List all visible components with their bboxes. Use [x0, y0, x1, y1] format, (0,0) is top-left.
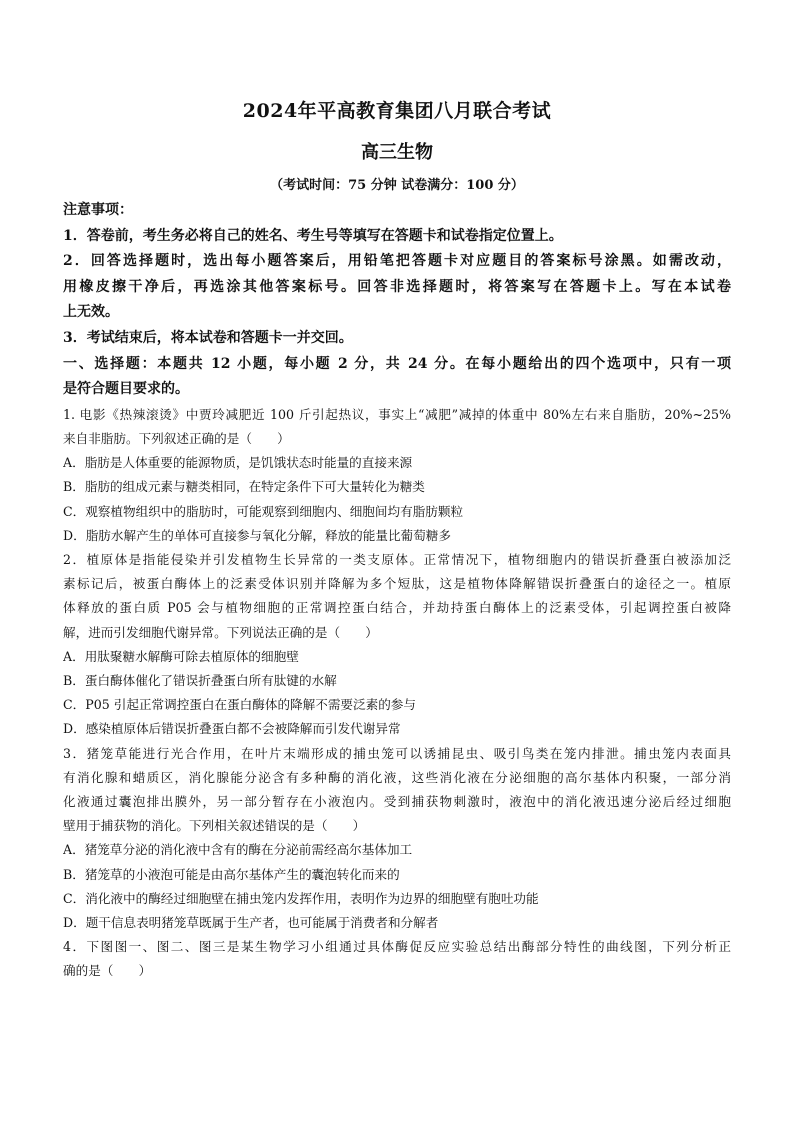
- notice-line: 3．考试结束后，将本试卷和答题卡一并交回。: [63, 329, 353, 346]
- section-line: 是符合题目要求的。: [63, 381, 189, 398]
- section-heading: [63, 352, 731, 403]
- question-stem-line: 4．下图图一、图二、图三是某生物学习小组通过具体酶促反应实验总结出酶部分特性的曲线图，下列分析正: [63, 939, 731, 955]
- question-stem-line: 解，进而引发细胞代谢异常。下列说法正确的是（ ）: [63, 624, 378, 640]
- notice-heading: 注意事项：: [63, 202, 133, 218]
- option-b: B．猪笼草的小液泡可能是由高尔基体产生的囊泡转化而来的: [63, 866, 400, 882]
- question-1: [63, 403, 731, 548]
- option-c: C．消化液中的酶经过细胞壁在捕虫笼内发挥作用，表明作为边界的细胞壁有胞吐功能: [63, 890, 539, 906]
- notice-line: 用橡皮擦干净后，再选涂其他答案标号。回答非选择题时，将答案写在答题卡上。写在本试卷: [63, 278, 731, 295]
- exam-info: （考试时间：75 分钟 试卷满分：100 分）: [270, 178, 524, 193]
- section-line: 一、选择题：本题共 12 小题，每小题 2 分，共 24 分。在每小题给出的四个选项中，只有一项: [63, 355, 731, 372]
- question-stem-line: 来自非脂肪。下列叙述正确的是（ ）: [63, 430, 290, 446]
- notice-line: 1．答卷前，考生务必将自己的姓名、考生号等填写在答题卡和试卷指定位置上。: [63, 227, 563, 244]
- question-stem-line: 体释放的蛋白质 P05 会与植物细胞的正常调控蛋白结合，并劫持蛋白酶体上的泛素受体，引起调控蛋白被降: [63, 600, 731, 616]
- option-c: C．观察植物组织中的脂肪时，可能观察到细胞内、细胞间均有脂肪颗粒: [63, 503, 464, 519]
- option-d: D．题干信息表明猪笼草既属于生产者，也可能属于消费者和分解者: [63, 915, 439, 931]
- notice-block: [63, 198, 731, 352]
- exam-subject: 高三生物: [361, 142, 433, 163]
- option-a: A．用肽聚糖水解酶可除去植原体的细胞壁: [63, 648, 299, 664]
- option-b: B．蛋白酶体催化了错误折叠蛋白所有肽键的水解: [63, 672, 337, 688]
- question-stem-line: 有消化腺和蜡质区，消化腺能分泌含有多种酶的消化液，这些消化液在分泌细胞的高尔基体内积聚，一部分消: [63, 769, 731, 785]
- question-stem-line: 素标记后，被蛋白酶体上的泛素受体识别并降解为多个短肽，这是植物体降解错误折叠蛋白的途径之一。植原: [63, 576, 731, 592]
- exam-content: [63, 198, 731, 984]
- option-c: C．P05 引起正常调控蛋白在蛋白酶体的降解不需要泛素的参与: [63, 697, 416, 713]
- question-stem-line: 3．猪笼草能进行光合作用，在叶片末端形成的捕虫笼可以诱捕昆虫、吸引鸟类在笼内排泄。捕虫笼内表面具: [63, 745, 731, 761]
- notice-line: 上无效。: [63, 304, 119, 321]
- question-2: [63, 548, 731, 742]
- option-a: A．脂肪是人体重要的能源物质，是饥饿状态时能量的直接来源: [63, 455, 413, 471]
- question-4: [63, 935, 731, 983]
- question-stem-line: 确的是（ ）: [63, 963, 152, 979]
- question-stem-line: 2．植原体是指能侵染并引发植物生长异常的一类支原体。正常情况下，植物细胞内的错误折叠蛋白被添加泛: [63, 551, 731, 567]
- option-d: D．脂肪水解产生的单体可直接参与氧化分解，释放的能量比葡萄糖多: [63, 527, 451, 543]
- exam-title: 2024年平高教育集团八月联合考试: [242, 100, 552, 122]
- notice-line: 2．回答选择题时，选出每小题答案后，用铅笔把答题卡对应题目的答案标号涂黑。如需改动，: [63, 253, 731, 270]
- question-3: [63, 742, 731, 936]
- option-d: D．感染植原体后错误折叠蛋白都不会被降解而引发代谢异常: [63, 721, 401, 737]
- option-b: B．脂肪的组成元素与糖类相同，在特定条件下可大量转化为糖类: [63, 479, 425, 495]
- question-stem-line: 1. 电影《热辣滚烫》中贾玲减肥近 100 斤引起热议，事实上“减肥”减掉的体重中 80%左右来自脂肪，20%~25%: [63, 406, 731, 422]
- option-a: A．猪笼草分泌的消化液中含有的酶在分泌前需经高尔基体加工: [63, 842, 413, 858]
- question-stem-line: 化液通过囊泡排出膜外，另一部分暂存在小液泡内。受到捕获物刺激时，液泡中的消化液迅速分泌后经过细胞: [63, 794, 731, 809]
- question-stem-line: 壁用于捕获物的消化。下列相关叙述错误的是（ ）: [63, 818, 366, 834]
